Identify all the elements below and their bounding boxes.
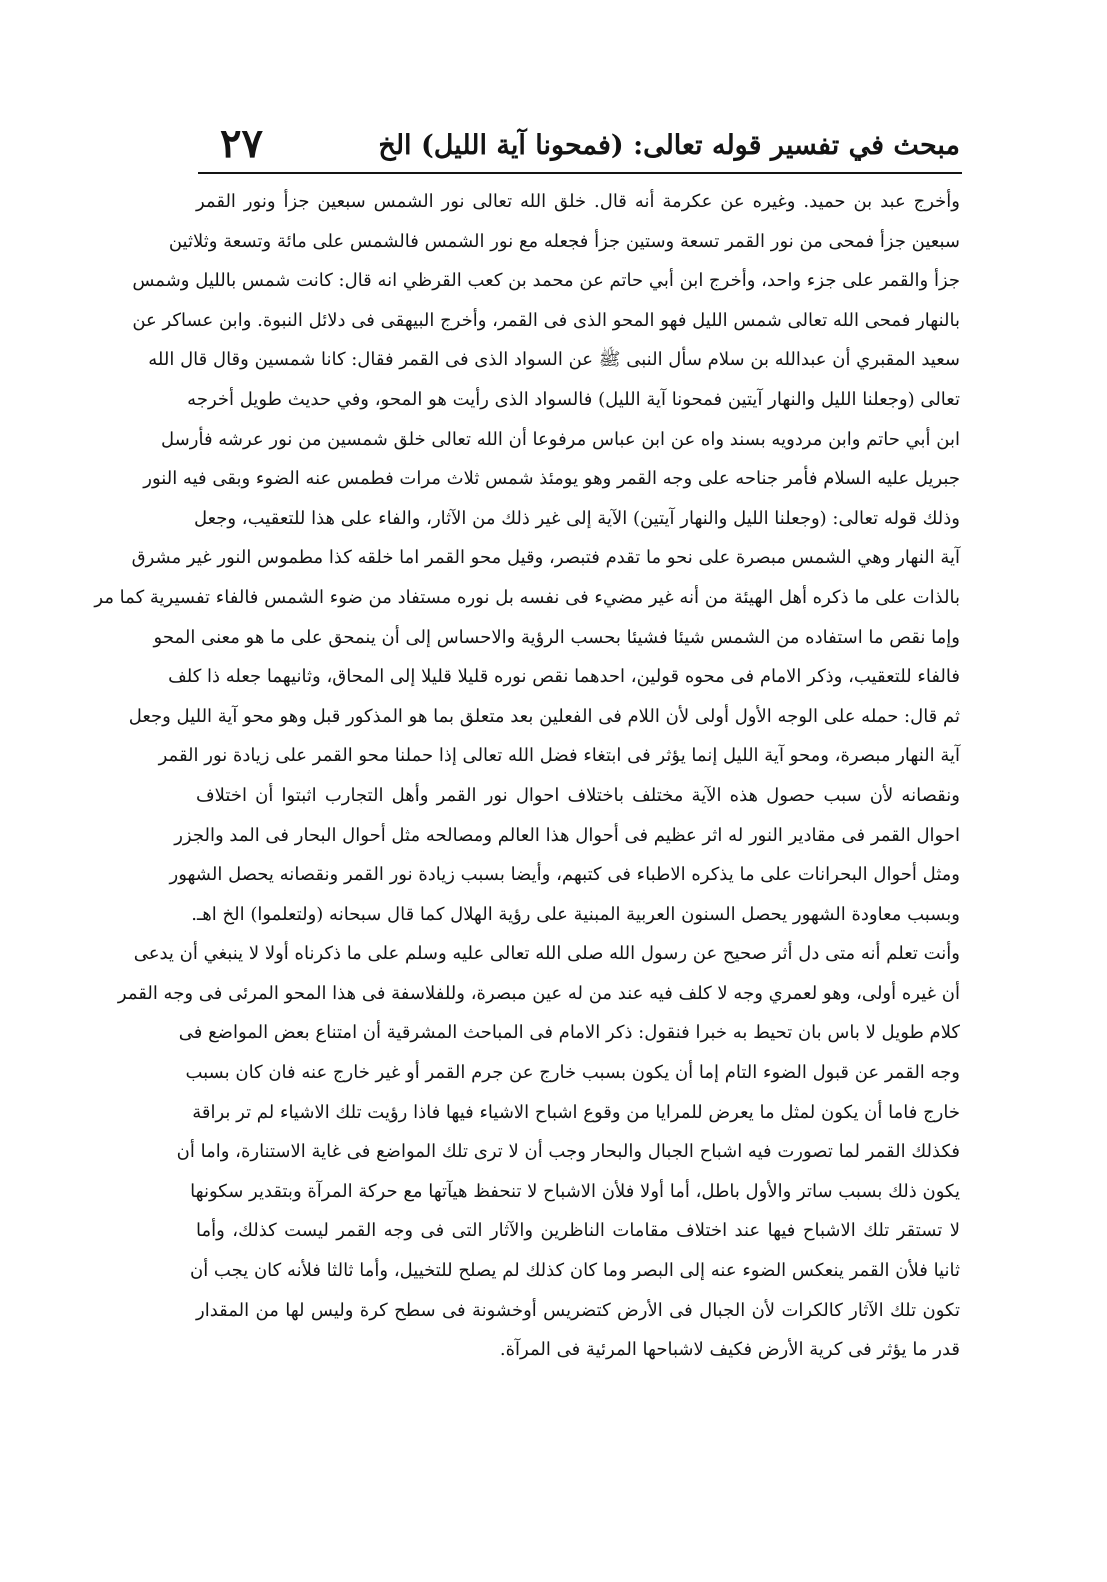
text-line: أن غيره أولى، وهو لعمري وجه لا كلف فيه عند من له عين مبصرة، وللفلاسفة فى هذا المحو المرئى فى وجه القمر bbox=[117, 982, 960, 1004]
header-rule bbox=[198, 172, 962, 174]
text-line: ثانيا فلأن القمر ينعكس الضوء عنه إلى البصر وما كان كذلك لم يصلح للتخييل، وأما ثالثا فلأنه كان يجب أن bbox=[189, 1260, 960, 1282]
text-line: فالفاء للتعقيب، وذكر الامام فى محوه قولين، احدهما نقص نوره قليلا قليلا إلى المحاق، وثانيهما جعله ذا كلف bbox=[168, 666, 960, 688]
text-line: ابن أبي حاتم وابن مردويه بسند واه عن ابن عباس مرفوعا أن الله تعالى خلق شمسين من نور عرشه فأرسل bbox=[161, 428, 960, 450]
text-line: آية النهار وهي الشمس مبصرة على نحو ما تقدم فتبصر، وقيل محو القمر اما خلقه كذا مطموس النور غير مشرق bbox=[131, 547, 960, 569]
text-line: بالنهار فمحى الله تعالى شمس الليل فهو المحو الذى فى القمر، وأخرج البيهقى فى دلائل النبوة. وابن عساكر عن bbox=[132, 309, 960, 331]
text-line: جزأ والقمر على جزء واحد، وأخرج ابن أبي حاتم عن محمد بن كعب القرظي انه قال: كانت شمس بالليل وشمس bbox=[132, 270, 960, 292]
text-line: خارج فاما أن يكون لمثل ما يعرض للمرايا من وقوع اشباح الاشياء فيها فاذا رؤيت تلك الاشياء لم تر براقة bbox=[192, 1101, 960, 1123]
body-text bbox=[94, 182, 960, 1370]
running-title: مبحث في تفسير قوله تعالى: (فمحونا آية الليل) الخ bbox=[378, 130, 960, 161]
page-number: ٢٧ bbox=[220, 120, 263, 167]
text-line: ثم قال: حمله على الوجه الأول أولى لأن اللام فى الفعلين بعد متعلق بما هو المذكور قبل وهو محو آية الليل وجعل bbox=[128, 705, 960, 727]
text-line: سعيد المقبري أن عبدالله بن سلام سأل النبى ﷺ عن السواد الذى فى القمر فقال: كانا شمسين وقال قال الله bbox=[148, 349, 960, 371]
text-line: فكذلك القمر لما تصورت فيه اشباح الجبال والبحار وجب أن لا ترى تلك المواضع فى غاية الاستنارة، واما أن bbox=[176, 1141, 960, 1163]
text-line: وجه القمر عن قبول الضوء التام إما أن يكون بسبب خارج عن جرم القمر أو غير خارج عنه فان كان بسبب bbox=[185, 1062, 960, 1084]
text-line: ومثل أحوال البحرانات على ما يذكره الاطباء فى كتبهم، وأيضا بسبب زيادة نور القمر ونقصانه يحصل الشهور bbox=[169, 864, 960, 886]
text-line: لا تستقر تلك الاشباح فيها عند اختلاف مقامات الناظرين والآثار التى فى وجه القمر ليست كذلك، وأما bbox=[196, 1220, 960, 1242]
text-line: تكون تلك الآثار كالكرات لأن الجبال فى الأرض كتضريس أوخشونة فى سطح كرة وليس لها من المقدار bbox=[196, 1299, 960, 1321]
text-line: سبعين جزأ فمحى من نور القمر تسعة وستين جزأ فجعله مع نور الشمس فالشمس على مائة وتسعة وثلاثين bbox=[168, 230, 960, 252]
text-line: وأنت تعلم أنه متى دل أثر صحيح عن رسول الله صلى الله تعالى عليه وسلم على ما ذكرناه أولا لا ينبغي أن يدعى bbox=[133, 943, 960, 965]
text-line: وأخرج عبد بن حميد. وغيره عن عكرمة أنه قال. خلق الله تعالى نور الشمس سبعين جزأ ونور القمر bbox=[196, 191, 960, 212]
paragraph bbox=[117, 934, 960, 1370]
text-line: آية النهار مبصرة، ومحو آية الليل إنما يؤثر فى ابتغاء فضل الله تعالى إذا حملنا محو القمر على زيادة نور القمر bbox=[158, 745, 960, 767]
text-line: وذلك قوله تعالى: (وجعلنا الليل والنهار آيتين) الآية إلى غير ذلك من الآثار، والفاء على هذا للتعقيب، وجعل bbox=[193, 507, 960, 529]
text-line: قدر ما يؤثر فى كرية الأرض فكيف لاشباحها المرئية فى المرآة. bbox=[499, 1339, 960, 1361]
text-line: تعالى (وجعلنا الليل والنهار آيتين فمحونا آية الليل) فالسواد الذى رأيت هو المحو، وفي حديث طويل أخرجه bbox=[187, 388, 960, 410]
text-line: بالذات على ما ذكره أهل الهيئة من أنه غير مضيء فى نفسه بل نوره مستفاد من ضوء الشمس فالفاء تفسيرية كما مر bbox=[94, 586, 960, 608]
page-header bbox=[200, 120, 960, 172]
paragraph bbox=[94, 182, 960, 934]
text-line: وإما نقص ما استفاده من الشمس شيئا فشيئا بحسب الرؤية والاحساس إلى أن ينمحق على ما هو معنى المحو bbox=[153, 626, 960, 648]
text-line: يكون ذلك بسبب ساتر والأول باطل، أما أولا فلأن الاشباح لا تنحفظ هيآتها مع حركة المرآة وبتقدير سكونها bbox=[190, 1180, 960, 1202]
text-line: جبريل عليه السلام فأمر جناحه على وجه القمر وهو يومئذ شمس ثلاث مرات فطمس عنه الضوء وبقى فيه النور bbox=[143, 468, 960, 490]
text-line: وبسبب معاودة الشهور يحصل السنون العربية المبنية على رؤية الهلال كما قال سبحانه (ولتعلموا) الخ اهـ. bbox=[191, 903, 960, 925]
text-line: كلام طويل لا باس بان تحيط به خبرا فنقول: ذكر الامام فى المباحث المشرقية أن امتناع بعض المواضع فى bbox=[178, 1022, 960, 1044]
text-line: ونقصانه لأن سبب حصول هذه الآية مختلف باختلاف احوال نور القمر وأهل التجارب اثبتوا أن اختلاف bbox=[196, 784, 960, 806]
text-line: احوال القمر فى مقادير النور له اثر عظيم فى أحوال هذا العالم ومصالحه مثل أحوال البحار فى المد والجزر bbox=[174, 824, 960, 846]
